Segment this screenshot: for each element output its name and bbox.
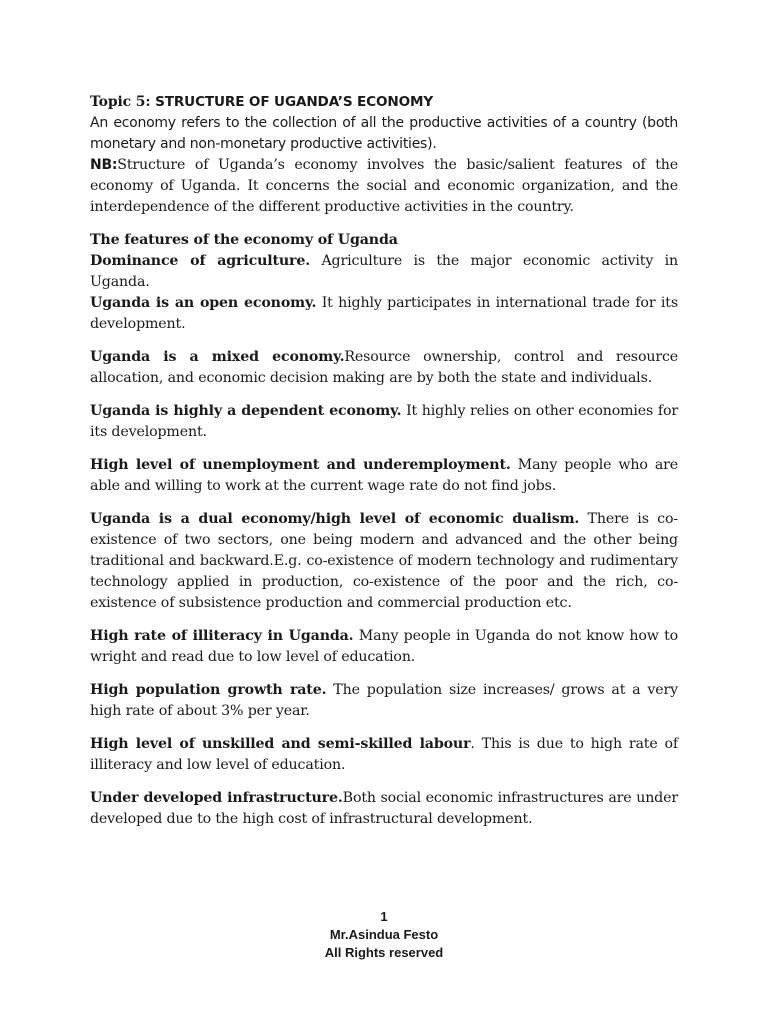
feature-item — [90, 293, 678, 335]
nb-text: Structure of Uganda’s economy involves the basic/salient features of the economy of Uganda. It concerns the social and economic organization, and the interdependence of the different productive activities in the country. — [90, 157, 678, 215]
feature-heading: Uganda is highly a dependent economy. — [90, 403, 402, 419]
topic-prefix: Topic 5: — [90, 94, 156, 110]
feature-item — [90, 734, 678, 776]
footer-rights: All Rights reserved — [324, 945, 444, 960]
feature-text: Resource ownership, control and resource allocation, and economic decision making are by both the state and individuals. — [90, 349, 678, 386]
topic-title: STRUCTURE OF UGANDA’S ECONOMY — [155, 94, 434, 110]
nb-label: NB: — [90, 157, 118, 173]
feature-heading: High level of unskilled and semi-skilled labour — [90, 736, 471, 752]
footer-author: Mr.Asindua Festo — [329, 927, 439, 942]
feature-item — [90, 680, 678, 722]
feature-text: Both social economic infrastructures are under developed due to the high cost of infrastructural development. — [90, 790, 678, 827]
feature-text: . This is due to high rate of illiteracy and low level of education. — [90, 736, 678, 773]
feature-text: Many people who are able and willing to work at the current wage rate do not find jobs. — [90, 457, 679, 494]
features-heading-text: The features of the economy of Uganda — [90, 232, 398, 248]
feature-heading: High rate of illiteracy in Uganda. — [90, 628, 354, 644]
feature-text: Agriculture is the major economic activity in Uganda. — [90, 253, 678, 290]
feature-item — [90, 251, 678, 293]
topic-heading — [90, 92, 678, 113]
intro-paragraph: An economy refers to the collection of all the productive activities of a country (both monetary and non-monetary productive activities). — [90, 115, 678, 152]
feature-item — [90, 455, 678, 497]
nb-paragraph — [90, 155, 678, 218]
feature-heading: Uganda is a dual economy/high level of economic dualism. — [90, 511, 580, 527]
feature-text: It highly relies on other economies for its development. — [90, 403, 679, 440]
features-heading — [90, 230, 678, 251]
feature-text: The population size increases/ grows at a very high rate of about 3% per year. — [90, 682, 679, 719]
feature-text: There is co-existence of two sectors, one being modern and advanced and the other being traditional and backward.E.g. co-existence of modern technology and rudimentary technology applied in production, co-existence of the poor and the rich, co-existence of subsistence production and commercial production etc. — [90, 511, 678, 611]
feature-item — [90, 401, 678, 443]
page-number: 1 — [380, 909, 388, 924]
feature-item — [90, 509, 678, 614]
feature-heading: Under developed infrastructure. — [90, 790, 343, 806]
document-body — [90, 92, 678, 830]
feature-item — [90, 626, 678, 668]
feature-item — [90, 347, 678, 389]
page-footer — [0, 908, 768, 962]
feature-heading: Uganda is an open economy. — [90, 295, 317, 311]
feature-heading: Uganda is a mixed economy. — [90, 349, 345, 365]
feature-heading: High population growth rate. — [90, 682, 327, 698]
feature-heading: High level of unemployment and underemployment. — [90, 457, 511, 473]
feature-item — [90, 788, 678, 830]
feature-text: Many people in Uganda do not know how to wright and read due to low level of education. — [90, 628, 679, 665]
feature-text: It highly participates in international trade for its development. — [90, 295, 678, 332]
feature-heading: Dominance of agriculture. — [90, 253, 311, 269]
